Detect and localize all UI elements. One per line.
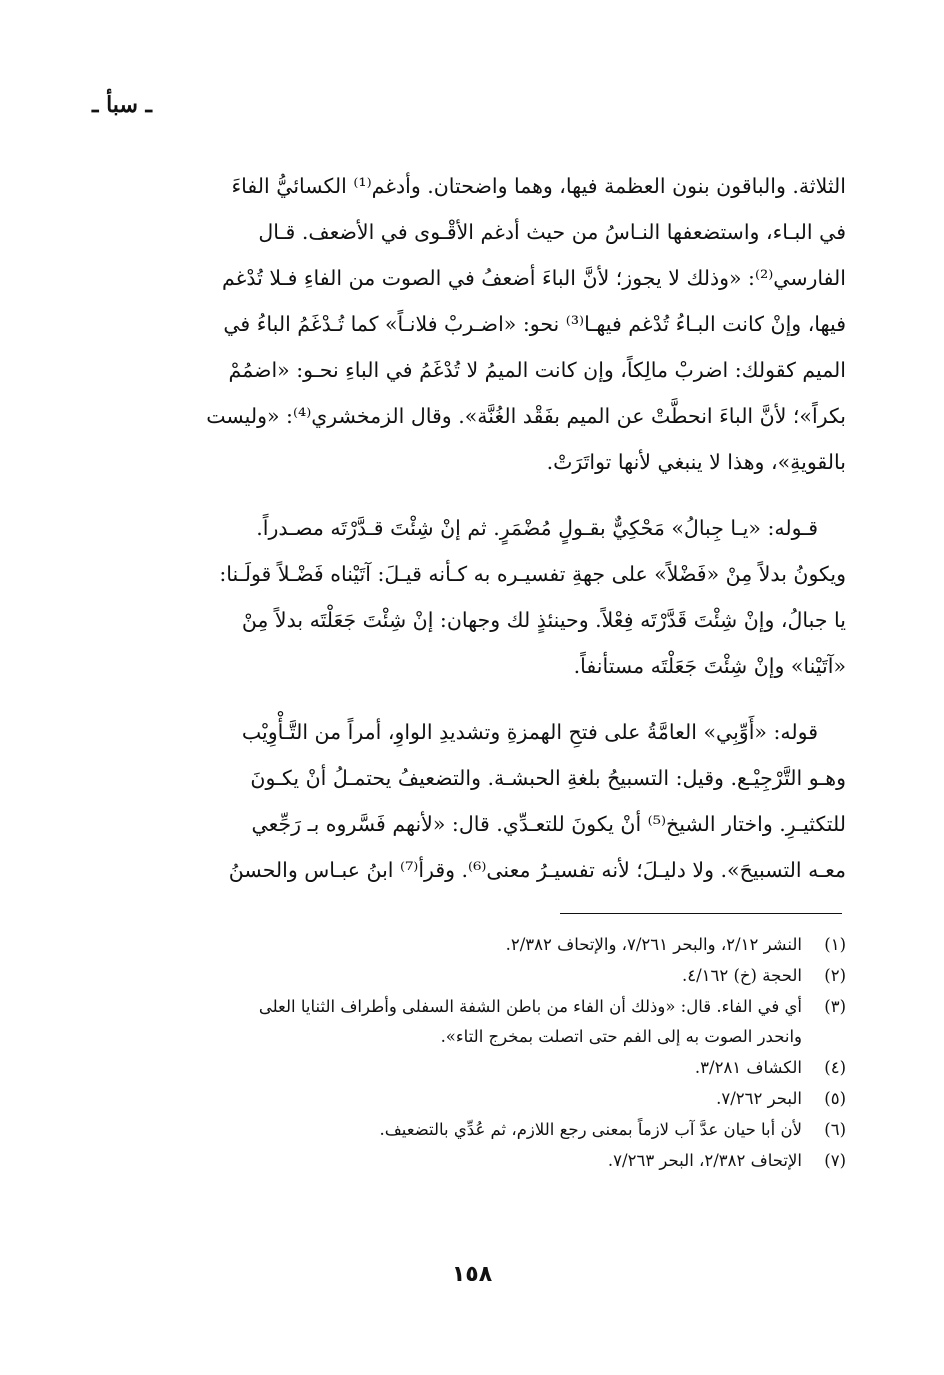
footnote-number: (٦) bbox=[824, 1120, 846, 1139]
text-line: الفارسي⁽²⁾: «وذلك لا يجوز؛ لأنَّ الباءَ أضعفُ في الصوت من الفاءِ فـلا تُدْغم bbox=[222, 266, 846, 290]
paragraph-2 bbox=[98, 505, 846, 689]
footnote-line: الكشاف ٣/٢٨١. bbox=[694, 1058, 802, 1077]
footnote-line: النشر ٢/١٢، والبحر ٧/٢٦١، والإتحاف ٢/٣٨٢. bbox=[505, 935, 802, 954]
footnote-item bbox=[98, 961, 846, 991]
footnote-item bbox=[98, 1053, 846, 1083]
text-line: يا جبالُ، وإنْ شِئْتَ قَدَّرْتَه فِعْلاً. وحينئذٍ لك وجهان: إنْ شِئْتَ جَعَلْتَه بدلاً مِنْ bbox=[241, 608, 846, 632]
footnote-text bbox=[98, 961, 802, 991]
text-line: في البـاء، واستضعفها النـاسُ من حيث أدغم الأقْـوى في الأضعف. قـال bbox=[258, 220, 846, 244]
footnote-item bbox=[98, 930, 846, 960]
footnote-number: (١) bbox=[824, 935, 846, 954]
text-line: معـه التسبيحَ». ولا دليـلَ؛ لأنه تفسيـرُ معنى⁽⁶⁾. وقرأ⁽⁷⁾ ابنُ عبـاس والحسنُ bbox=[228, 858, 846, 882]
paragraph-3 bbox=[98, 709, 846, 893]
footnote-number: (٣) bbox=[824, 997, 846, 1016]
footnote-text bbox=[98, 1084, 802, 1114]
text-line: فيها، وإنْ كانت البـاءُ تُدْغم فيهـا⁽³⁾ نحو: «اضـربْ فلانـاً» كما تُـدْغَمُ الباءُ في bbox=[223, 312, 846, 336]
footnote-text bbox=[98, 992, 802, 1052]
footnote-number: (٧) bbox=[824, 1151, 846, 1170]
page-number: ١٥٨ bbox=[451, 1262, 493, 1287]
text-line: الثلاثة. والباقون بنون العظمة فيها، وهما واضحتان. وأدغم⁽¹⁾ الكسائيُّ الفاءَ bbox=[231, 174, 846, 198]
running-header: ـ سبأ ـ bbox=[92, 92, 152, 118]
footnote-number: (٢) bbox=[824, 966, 846, 985]
text-line: ويكونُ بدلاً مِنْ «فَضْلاً» على جهةِ تفسيـره به كـأنه قيـلَ: آتَيْناه فَضْـلاً قولَـنا: bbox=[219, 562, 846, 586]
text-line: قـوله: «يـا جِبالُ» مَحْكِيٌّ بقـولٍ مُضْمَرٍ. ثم إنْ شِئْتَ قـدَّرْتَه مصـدراً. bbox=[256, 516, 818, 540]
footnote-divider bbox=[560, 913, 842, 914]
main-text bbox=[98, 163, 846, 893]
footnote-line: وانحدر الصوت به إلى الفم حتى اتصلت بمخرج التاء». bbox=[440, 1027, 802, 1046]
footnote-number: (٥) bbox=[824, 1089, 846, 1108]
footnote-text bbox=[98, 1146, 802, 1176]
footnote-text bbox=[98, 1053, 802, 1083]
text-line: وهـو التَّرْجِيْـع. وقيل: التسبيحُ بلغةِ الحبشـة. والتضعيفُ يحتمـلُ أنْ يكـونَ bbox=[250, 766, 846, 790]
paragraph-1 bbox=[98, 163, 846, 485]
text-line: للتكثيـرِ. واختار الشيخ⁽⁵⁾ أنْ يكونَ للتعـدِّي. قال: «لأنهم فَسَّروه بـ رَجِّعي bbox=[251, 812, 846, 836]
text-line: بكراً»؛ لأنَّ الباءَ انحطَّتْ عن الميم بفَقْد الغُنَّة». وقال الزمخشري⁽⁴⁾: «وليست bbox=[206, 404, 846, 428]
footnote-line: البحر ٧/٢٦٢. bbox=[716, 1089, 802, 1108]
footnote-line: أي في الفاء. قال: «وذلك أن الفاء من باطن الشفة السفلى وأطراف الثنايا العلى bbox=[258, 997, 802, 1016]
footnotes bbox=[98, 930, 846, 1177]
footnote-item bbox=[98, 992, 846, 1052]
footnote-number: (٤) bbox=[824, 1058, 846, 1077]
footnote-item bbox=[98, 1084, 846, 1114]
text-line: قوله: «أَوِّبِي» العامَّةُ على فتحِ الهمزةِ وتشديدِ الواوِ، أمراً من التَّـأْوِيْب bbox=[241, 720, 818, 744]
footnote-line: الإتحاف ٢/٣٨٢، البحر ٧/٢٦٣. bbox=[607, 1151, 802, 1170]
footnote-line: لأن أبا حيان عدَّ آب لازماً بمعنى رجع اللازم، ثم عُدِّي بالتضعيف. bbox=[379, 1120, 802, 1139]
text-line: «آتَيْنا» وإنْ شِئْتَ جَعَلْتَه مستأنفاً. bbox=[573, 654, 846, 678]
footnote-item bbox=[98, 1115, 846, 1145]
footnote-text bbox=[98, 930, 802, 960]
footnote-text bbox=[98, 1115, 802, 1145]
text-line: الميم كقولك: اضربْ مالِكاً، وإن كانت الميمُ لا تُدْغَمُ في الباءِ نحـو: «اضمُمْ bbox=[228, 358, 846, 382]
text-line: بالقويةِ»، وهذا لا ينبغي لأنها تواتَرَتْ. bbox=[546, 450, 846, 474]
footnote-item bbox=[98, 1146, 846, 1176]
footnote-line: الحجة (خ) ٤/١٦٢. bbox=[681, 966, 802, 985]
